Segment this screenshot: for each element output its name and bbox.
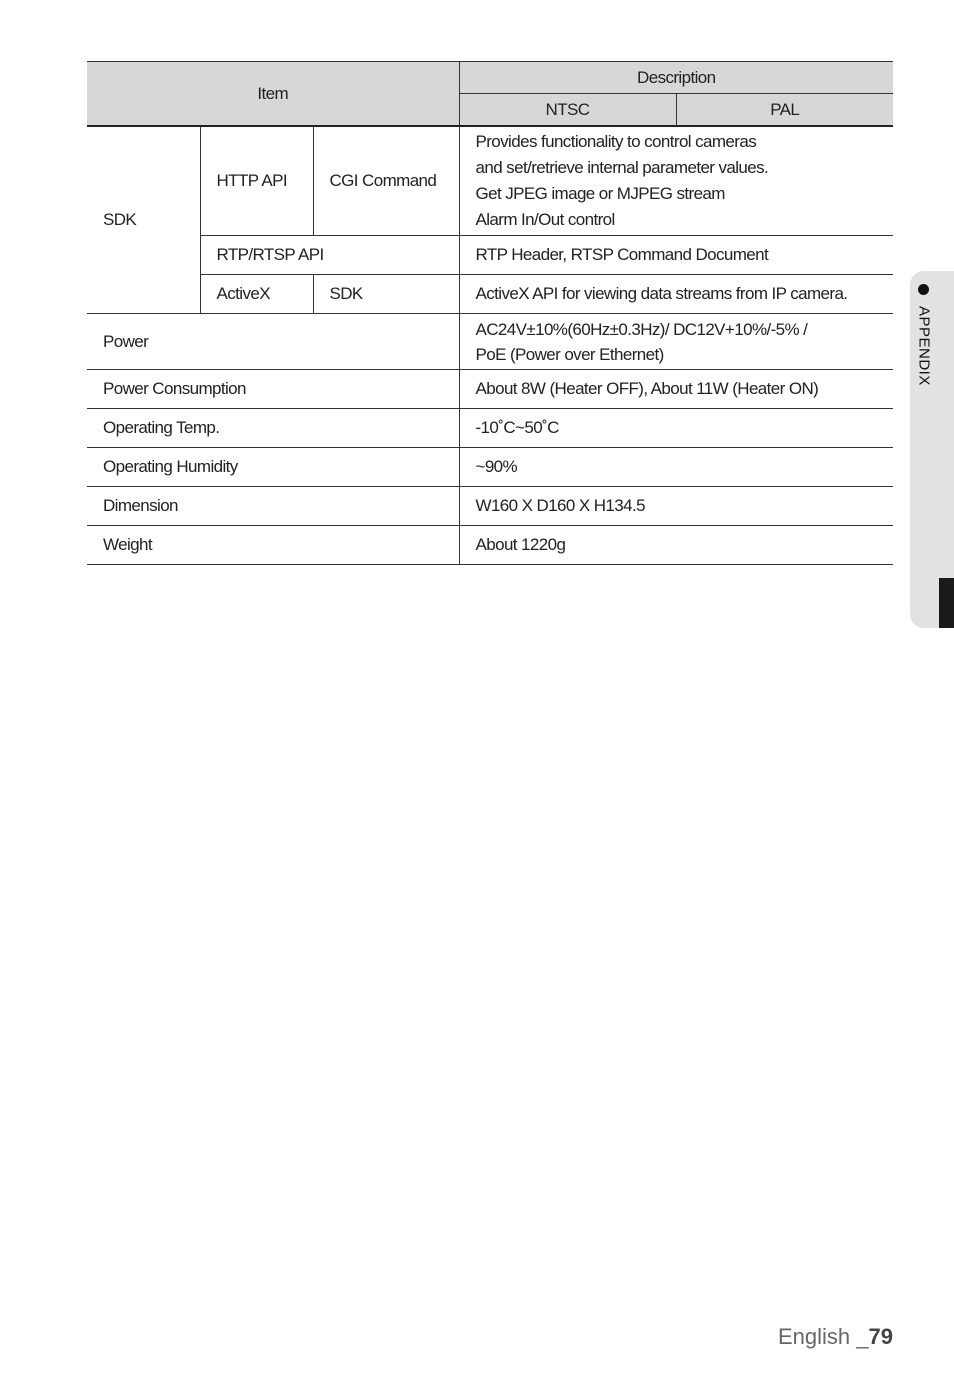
page-number: 79: [868, 1324, 893, 1349]
http-desc-line: Provides functionality to control cameras: [475, 132, 757, 151]
header-description: Description: [459, 62, 893, 94]
http-desc-line: Get JPEG image or MJPEG stream: [475, 184, 725, 203]
row-value: About 8W (Heater OFF), About 11W (Heater ON): [459, 370, 893, 409]
table-row: [87, 314, 893, 370]
row-label: Operating Temp.: [87, 409, 459, 448]
table-row: [87, 487, 893, 526]
table-row: [87, 370, 893, 409]
activex-label: ActiveX: [200, 275, 313, 314]
row-value: W160 X D160 X H134.5: [459, 487, 893, 526]
row-label: Operating Humidity: [87, 448, 459, 487]
table-row: [87, 236, 893, 275]
power-desc-line: AC24V±10%(60Hz±0.3Hz)/ DC12V+10%/-5% /: [475, 319, 808, 339]
table-row: [87, 275, 893, 314]
http-api-label: HTTP API: [200, 126, 313, 236]
power-label: Power: [87, 314, 459, 370]
row-value: ~90%: [459, 448, 893, 487]
row-value: About 1220g: [459, 526, 893, 565]
header-pal: PAL: [676, 94, 893, 127]
rtp-api-description: RTP Header, RTSP Command Document: [459, 236, 893, 275]
activex-description: ActiveX API for viewing data streams from IP camera.: [459, 275, 893, 314]
power-desc-line: PoE (Power over Ethernet): [475, 344, 664, 364]
bullet-icon: [918, 284, 929, 295]
row-value: -10˚C~50˚C: [459, 409, 893, 448]
row-label: Weight: [87, 526, 459, 565]
power-description: [459, 314, 893, 370]
footer-language: English _: [778, 1324, 869, 1349]
table-row: [87, 526, 893, 565]
header-item: Item: [87, 62, 459, 127]
http-desc-line: and set/retrieve internal parameter values.: [475, 158, 769, 177]
sdk-label: SDK: [87, 126, 200, 314]
rtp-api-label: RTP/RTSP API: [200, 236, 459, 275]
cgi-command-label: CGI Command: [313, 126, 459, 236]
page-footer: [778, 1324, 893, 1350]
spec-table: [87, 61, 893, 565]
row-label: Power Consumption: [87, 370, 459, 409]
row-label: Dimension: [87, 487, 459, 526]
http-api-description: [459, 126, 893, 236]
header-ntsc: NTSC: [459, 94, 676, 127]
side-tab-label: APPENDIX: [915, 306, 933, 386]
side-tab-marker: [939, 578, 954, 628]
table-row: [87, 126, 893, 236]
table-row: [87, 448, 893, 487]
http-desc-line: Alarm In/Out control: [475, 210, 615, 229]
table-row: [87, 409, 893, 448]
activex-sdk-label: SDK: [313, 275, 459, 314]
